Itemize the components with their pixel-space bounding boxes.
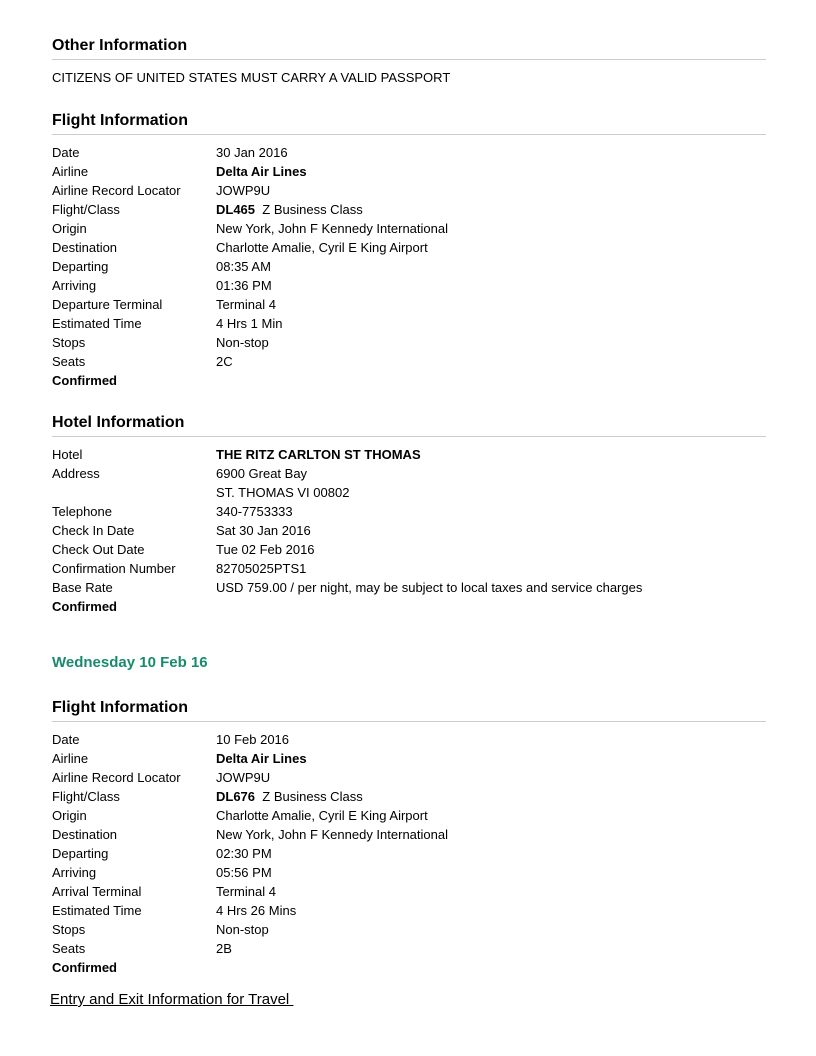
row-label <box>52 483 216 502</box>
flight-number: DL676 <box>216 789 256 804</box>
detail-row <box>52 314 766 333</box>
cabin-class: Z Business Class <box>258 202 363 217</box>
flight-info-section-2 <box>52 698 766 977</box>
row-label: Base Rate <box>52 580 113 595</box>
row-label: Airline Record Locator <box>52 770 181 785</box>
row-value: 340-7753333 <box>216 504 293 519</box>
cabin-class: Z Business Class <box>258 789 363 804</box>
detail-row <box>52 882 766 901</box>
row-label: Date <box>52 732 80 747</box>
detail-row <box>52 844 766 863</box>
row-value: 2C <box>216 354 233 369</box>
hotel-details <box>52 445 766 616</box>
row-value: JOWP9U <box>216 183 271 198</box>
row-label: Flight/Class <box>52 202 120 217</box>
detail-row <box>52 730 766 749</box>
row-label: Origin <box>52 221 87 236</box>
detail-row <box>52 825 766 844</box>
row-value: 30 Jan 2016 <box>216 145 288 160</box>
row-label: Origin <box>52 808 87 823</box>
row-value: Non-stop <box>216 335 269 350</box>
detail-row <box>52 162 766 181</box>
detail-row <box>52 257 766 276</box>
detail-row <box>52 502 766 521</box>
passport-notice: CITIZENS OF UNITED STATES MUST CARRY A VALID PASSPORT <box>52 70 451 85</box>
row-label: Address <box>52 466 100 481</box>
detail-row <box>52 219 766 238</box>
row-label: Departing <box>52 259 109 274</box>
detail-row <box>52 352 766 371</box>
row-label: Stops <box>52 922 86 937</box>
row-value: 08:35 AM <box>216 259 271 274</box>
detail-row <box>52 333 766 352</box>
confirmed-status: Confirmed <box>52 373 117 388</box>
row-label: Check In Date <box>52 523 135 538</box>
row-value: USD 759.00 / per night, may be subject to local taxes and service charges <box>216 580 643 595</box>
row-value: JOWP9U <box>216 770 271 785</box>
detail-row <box>52 464 766 483</box>
hotel-info-section <box>52 413 766 616</box>
detail-row <box>52 939 766 958</box>
row-label: Arriving <box>52 865 97 880</box>
detail-row <box>52 806 766 825</box>
row-label: Hotel <box>52 447 83 462</box>
row-value: Non-stop <box>216 922 269 937</box>
row-label: Telephone <box>52 504 112 519</box>
row-label: Seats <box>52 941 86 956</box>
detail-row <box>52 901 766 920</box>
row-label: Airline Record Locator <box>52 183 181 198</box>
row-value: Terminal 4 <box>216 884 276 899</box>
detail-row <box>52 540 766 559</box>
row-value: Terminal 4 <box>216 297 276 312</box>
section-title: Other Information <box>52 36 766 60</box>
detail-row <box>52 597 766 616</box>
detail-row <box>52 920 766 939</box>
section-title: Flight Information <box>52 698 766 722</box>
row-value: 10 Feb 2016 <box>216 732 290 747</box>
row-value: 01:36 PM <box>216 278 272 293</box>
flight-info-section-1 <box>52 111 766 390</box>
row-label: Check Out Date <box>52 542 145 557</box>
flight-number: DL465 <box>216 202 256 217</box>
row-value: New York, John F Kennedy International <box>216 827 448 842</box>
row-value: 4 Hrs 26 Mins <box>216 903 297 918</box>
detail-row <box>52 787 766 806</box>
row-value: 4 Hrs 1 Min <box>216 316 283 331</box>
flight-class-value <box>216 787 766 806</box>
confirmed-status: Confirmed <box>52 599 117 614</box>
row-label: Stops <box>52 335 86 350</box>
detail-row <box>52 143 766 162</box>
detail-row <box>52 371 766 390</box>
flight-details <box>52 730 766 977</box>
row-value: New York, John F Kennedy International <box>216 221 448 236</box>
detail-row <box>52 483 766 502</box>
detail-row <box>52 445 766 464</box>
hotel-name: THE RITZ CARLTON ST THOMAS <box>216 447 421 462</box>
row-value: 82705025PTS1 <box>216 561 307 576</box>
row-label: Airline <box>52 751 89 766</box>
detail-row <box>52 863 766 882</box>
detail-row <box>52 958 766 977</box>
detail-row <box>52 578 766 597</box>
row-value: Sat 30 Jan 2016 <box>216 523 311 538</box>
detail-row <box>52 749 766 768</box>
section-title: Flight Information <box>52 111 766 135</box>
row-value: 02:30 PM <box>216 846 272 861</box>
row-label: Date <box>52 145 80 160</box>
row-label: Destination <box>52 240 118 255</box>
row-value: Tue 02 Feb 2016 <box>216 542 315 557</box>
airline-name: Delta Air Lines <box>216 751 307 766</box>
row-value: Charlotte Amalie, Cyril E King Airport <box>216 808 428 823</box>
entry-exit-info-link[interactable]: Entry and Exit Information for Travel <box>50 991 294 1008</box>
other-info-section <box>52 36 766 87</box>
row-label: Destination <box>52 827 118 842</box>
row-label: Departing <box>52 846 109 861</box>
detail-row <box>52 295 766 314</box>
row-label: Departure Terminal <box>52 297 163 312</box>
row-label: Confirmation Number <box>52 561 176 576</box>
row-label: Arrival Terminal <box>52 884 142 899</box>
airline-name: Delta Air Lines <box>216 164 307 179</box>
day-header: Wednesday 10 Feb 16 <box>52 654 208 671</box>
detail-row <box>52 238 766 257</box>
row-label: Arriving <box>52 278 97 293</box>
confirmed-status: Confirmed <box>52 960 117 975</box>
row-label: Flight/Class <box>52 789 120 804</box>
row-value: 2B <box>216 941 232 956</box>
row-value: ST. THOMAS VI 00802 <box>216 485 350 500</box>
section-title: Hotel Information <box>52 413 766 437</box>
row-label: Airline <box>52 164 89 179</box>
row-value: Charlotte Amalie, Cyril E King Airport <box>216 240 428 255</box>
flight-class-value <box>216 200 766 219</box>
detail-row <box>52 200 766 219</box>
detail-row <box>52 768 766 787</box>
detail-row <box>52 521 766 540</box>
flight-details <box>52 143 766 390</box>
detail-row <box>52 181 766 200</box>
row-label: Estimated Time <box>52 316 142 331</box>
row-label: Estimated Time <box>52 903 142 918</box>
row-value: 6900 Great Bay <box>216 466 308 481</box>
detail-row <box>52 559 766 578</box>
detail-row <box>52 276 766 295</box>
row-value: 05:56 PM <box>216 865 272 880</box>
row-label: Seats <box>52 354 86 369</box>
